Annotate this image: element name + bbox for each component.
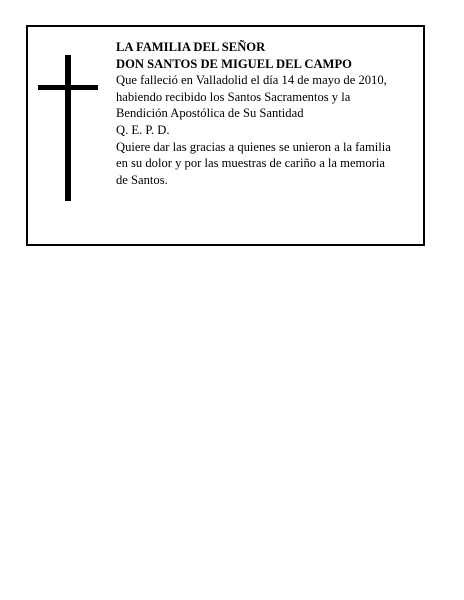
notice-text	[116, 39, 421, 188]
notice-body-line: de Santos.	[116, 172, 168, 187]
notice-body-line: Quiere dar las gracias a quienes se unieron a la familia	[116, 139, 391, 154]
notice-heading-line-2: DON SANTOS DE MIGUEL DEL CAMPO	[116, 56, 352, 71]
notice-body-line: Bendición Apostólica de Su Santidad	[116, 106, 304, 121]
notice-body-line: habiendo recibido los Santos Sacramentos y la	[116, 89, 351, 104]
cross-horizontal-bar	[38, 85, 98, 90]
notice-heading-line-1: LA FAMILIA DEL SEÑOR	[116, 40, 266, 54]
obituary-notice	[26, 25, 425, 246]
notice-body-line: Q. E. P. D.	[116, 122, 170, 137]
notice-body-line: en su dolor y por las muestras de cariño a la memoria	[116, 156, 385, 171]
cross-icon	[38, 55, 98, 201]
notice-body-line: Que falleció en Valladolid el día 14 de mayo de 2010,	[116, 73, 387, 88]
cross-vertical-bar	[65, 55, 71, 201]
